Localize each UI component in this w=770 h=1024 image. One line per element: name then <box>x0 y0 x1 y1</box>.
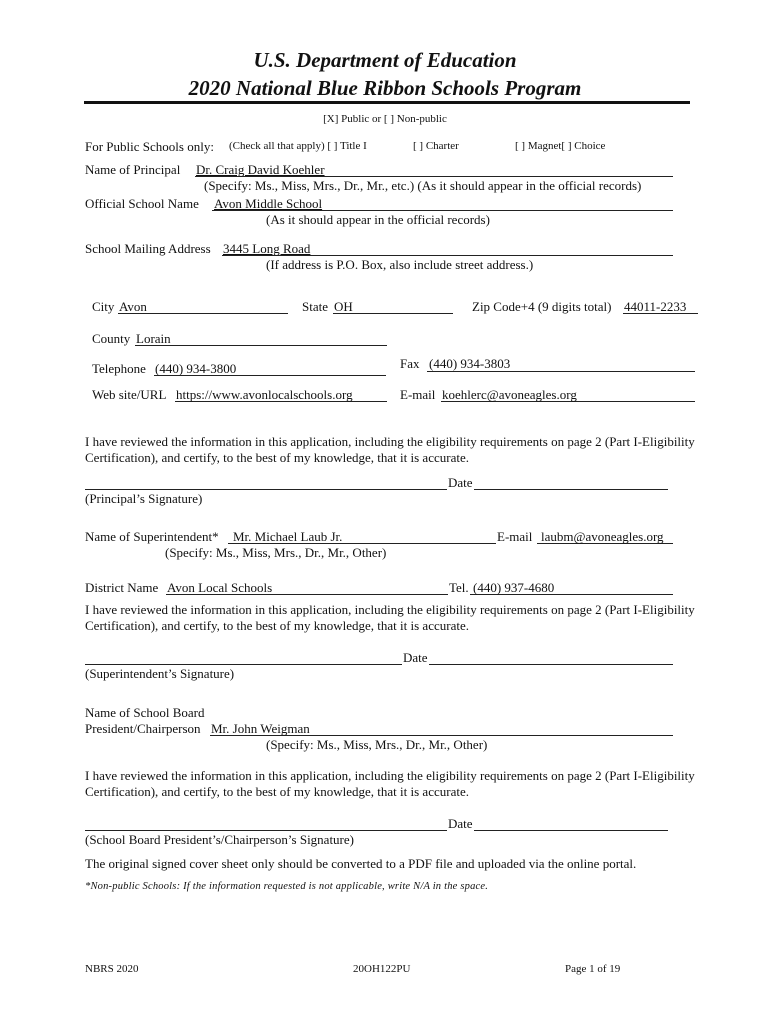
address-label: School Mailing Address <box>85 241 211 256</box>
certification-board-text: I have reviewed the information in this application, including the eligibility requirements on page 2 (Part I-Eligibility Certification), and certify, to the best of my knowledge, that it is accurate. <box>85 768 695 799</box>
page-title: U.S. Department of Education <box>253 48 517 72</box>
address-field[interactable]: 3445 Long Road <box>223 241 311 256</box>
principal-label: Name of Principal <box>85 162 181 177</box>
title-one-checkbox[interactable]: (Check all that apply) [ ] Title I <box>229 140 367 152</box>
district-field[interactable]: Avon Local Schools <box>167 580 273 595</box>
magnet-choice-checkbox[interactable]: [ ] Magnet[ ] Choice <box>515 140 606 152</box>
county-line <box>135 345 387 346</box>
website-label: Web site/URL <box>92 387 167 402</box>
superintendent-field[interactable]: Mr. Michael Laub Jr. <box>233 529 343 544</box>
telephone-field[interactable]: (440) 934-3800 <box>155 361 237 376</box>
page-subtitle: 2020 National Blue Ribbon Schools Program <box>188 76 582 100</box>
board-field[interactable]: Mr. John Weigman <box>211 721 310 736</box>
state-field[interactable]: OH <box>334 299 353 314</box>
superintendent-date-label: Date <box>403 650 428 665</box>
certification-superintendent-text: I have reviewed the information in this application, including the eligibility requirements on page 2 (Part I-Eligibility Certification), and certify, to the best of my knowledge, that it is accurate. <box>85 602 695 633</box>
district-tel-label: Tel. <box>449 580 469 595</box>
board-date-line[interactable] <box>474 830 668 831</box>
board-date-label: Date <box>448 816 473 831</box>
state-label: State <box>302 299 328 314</box>
superintendent-email-label: E-mail <box>497 529 533 544</box>
superintendent-email-field[interactable]: laubm@avoneagles.org <box>541 529 664 544</box>
county-label: County <box>92 331 131 346</box>
footer-school-id: 20OH122PU <box>353 963 411 975</box>
board-signature-caption: (School Board President’s/Chairperson’s Signature) <box>85 832 354 847</box>
school-name-label: Official School Name <box>85 196 199 211</box>
footer-page-number: Page 1 of 19 <box>565 963 621 975</box>
telephone-label: Telephone <box>92 361 146 376</box>
website-field[interactable]: https://www.avonlocalschools.org <box>176 387 353 402</box>
school-name-field[interactable]: Avon Middle School <box>214 196 323 211</box>
superintendent-specify-note: (Specify: Ms., Miss, Mrs., Dr., Mr., Other) <box>165 545 387 560</box>
principal-date-label: Date <box>448 475 473 490</box>
principal-date-line[interactable] <box>474 489 668 490</box>
email-label: E-mail <box>400 387 436 402</box>
school-name-note: (As it should appear in the official records) <box>266 212 490 227</box>
fax-label: Fax <box>400 356 420 371</box>
zip-label: Zip Code+4 (9 digits total) <box>472 299 612 314</box>
county-field[interactable]: Lorain <box>136 331 171 346</box>
principal-signature-caption: (Principal’s Signature) <box>85 491 203 506</box>
city-field[interactable]: Avon <box>119 299 147 314</box>
board-signature-line[interactable] <box>85 830 447 831</box>
zip-field[interactable]: 44011-2233 <box>624 299 687 314</box>
email-field[interactable]: koehlerc@avoneagles.org <box>442 387 577 402</box>
board-label: Name of School Board <box>85 705 205 720</box>
principal-signature-line[interactable] <box>85 489 447 490</box>
superintendent-signature-line[interactable] <box>85 664 402 665</box>
city-label: City <box>92 299 115 314</box>
public-nonpublic-line: [X] Public or [ ] Non-public <box>323 113 447 125</box>
board-label-2: President/Chairperson <box>85 721 201 736</box>
board-specify-note: (Specify: Ms., Miss, Mrs., Dr., Mr., Other) <box>266 737 488 752</box>
district-label: District Name <box>85 580 159 595</box>
fax-field[interactable]: (440) 934-3803 <box>429 356 511 371</box>
charter-checkbox[interactable]: [ ] Charter <box>413 140 459 152</box>
nonpublic-note: *Non-public Schools: If the information requested is not applicable, write N/A in the space. <box>85 881 489 892</box>
principal-specify-note: (Specify: Ms., Miss, Mrs., Dr., Mr., etc.) (As it should appear in the official records) <box>204 178 642 193</box>
pdf-upload-note: The original signed cover sheet only should be converted to a PDF file and uploaded via the online portal. <box>85 856 637 871</box>
certification-principal-text: I have reviewed the information in this application, including the eligibility requirements on page 2 (Part I-Eligibility Certification), and certify, to the best of my knowledge, that it is accurate. <box>85 434 695 465</box>
address-note: (If address is P.O. Box, also include street address.) <box>266 257 534 272</box>
title-rule <box>84 101 690 104</box>
public-schools-label: For Public Schools only: <box>85 139 214 154</box>
superintendent-date-line[interactable] <box>429 664 673 665</box>
principal-field[interactable]: Dr. Craig David Koehler <box>196 162 325 177</box>
district-tel-field[interactable]: (440) 937-4680 <box>473 580 555 595</box>
superintendent-signature-caption: (Superintendent’s Signature) <box>85 666 235 681</box>
superintendent-label: Name of Superintendent* <box>85 529 219 544</box>
footer-program: NBRS 2020 <box>85 963 139 975</box>
